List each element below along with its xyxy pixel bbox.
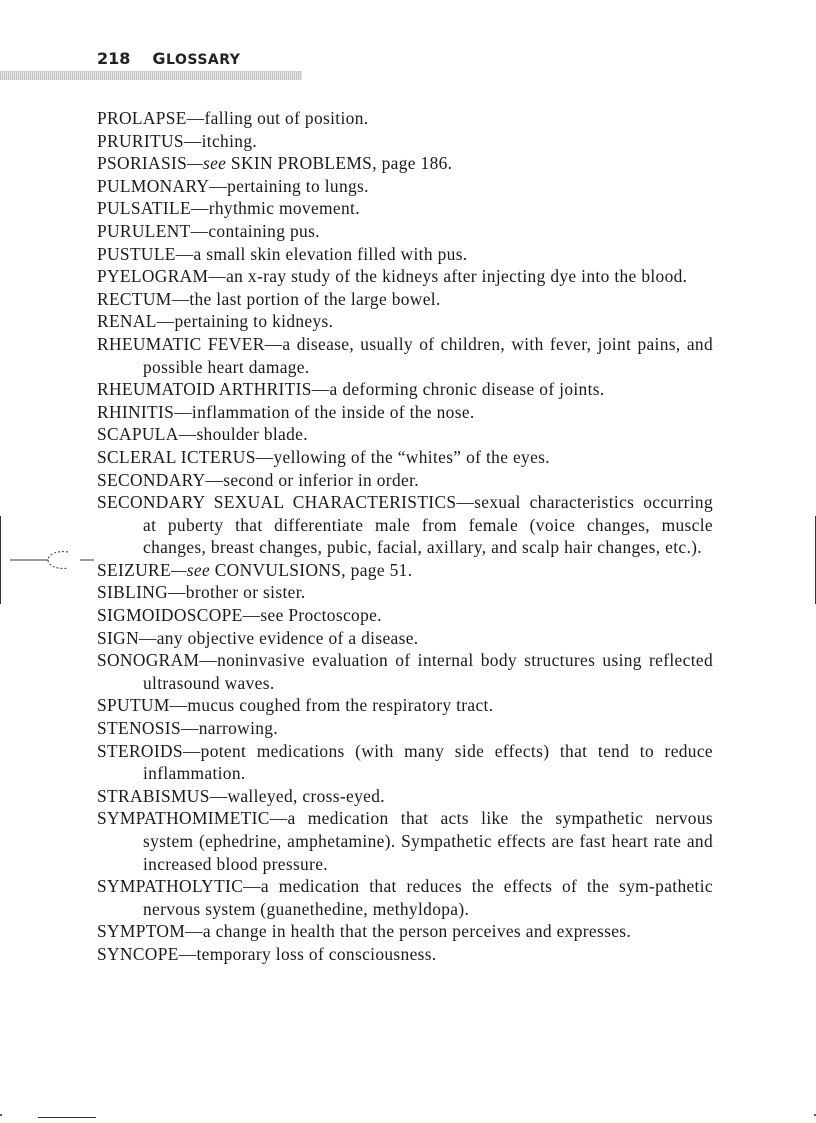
glossary-term: PURULENT xyxy=(97,220,191,241)
glossary-entry xyxy=(97,310,713,333)
glossary-entry xyxy=(97,220,713,243)
glossary-entry xyxy=(97,807,713,875)
glossary-term: PULSATILE xyxy=(97,198,191,219)
glossary-entry xyxy=(97,333,713,378)
glossary-entry xyxy=(97,694,713,717)
glossary-entry xyxy=(97,401,713,424)
glossary-definition: —any objective evidence of a disease. xyxy=(138,627,419,648)
glossary-term: RENAL xyxy=(97,311,157,332)
glossary-definition: —a change in health that the person perceives and expresses. xyxy=(185,921,632,942)
glossary-term: STENOSIS xyxy=(97,718,181,739)
glossary-term: SCLERAL ICTERUS xyxy=(97,446,256,467)
glossary-definition: —shoulder blade. xyxy=(178,424,308,445)
glossary-definition: —pertaining to kidneys. xyxy=(156,311,334,332)
glossary-term: RHEUMATIC FEVER xyxy=(97,333,265,354)
glossary-entry xyxy=(97,175,713,198)
glossary-definition: —sexual characteristics occurring at puberty that differentiate male from female (voice changes, muscle changes, breast changes, pubic, facial, axillary, and scalp hair changes, etc.). xyxy=(143,492,713,558)
glossary-entry xyxy=(97,604,713,627)
crop-mark-bottom xyxy=(38,1117,96,1118)
header-rule xyxy=(0,71,302,80)
page-number: 218 xyxy=(97,49,131,68)
section-title-rest: LOSSARY xyxy=(166,52,241,68)
glossary-entry xyxy=(97,152,713,175)
glossary-term: SYMPTOM xyxy=(97,921,186,942)
glossary-entry xyxy=(97,491,713,559)
glossary-definition: —narrowing. xyxy=(180,718,279,739)
glossary-definition: —potent medications (with many side effects) that tend to reduce inflammation. xyxy=(143,740,713,784)
glossary-definition: —a disease, usually of children, with fever, joint pains, and possible heart damage. xyxy=(143,333,713,377)
glossary-entry xyxy=(97,920,713,943)
glossary-definition: —containing pus. xyxy=(190,220,320,241)
corner-mark-left xyxy=(0,1114,2,1116)
glossary-entry xyxy=(97,649,713,694)
glossary-entry xyxy=(97,943,713,966)
glossary-term: PSORIASIS xyxy=(97,153,188,174)
glossary-definition: —inflammation of the inside of the nose. xyxy=(174,401,475,422)
glossary-entry xyxy=(97,559,713,582)
glossary-entry xyxy=(97,265,713,288)
glossary-entry xyxy=(97,288,713,311)
glossary-entry xyxy=(97,107,713,130)
see-reference: —see xyxy=(170,559,211,580)
glossary-definition: —an x-ray study of the kidneys after injecting dye into the blood. xyxy=(208,266,688,287)
glossary-entry xyxy=(97,717,713,740)
glossary-definition: —pertaining to lungs. xyxy=(209,175,369,196)
glossary-entry xyxy=(97,785,713,808)
glossary-term: SEIZURE xyxy=(97,559,171,580)
glossary-term: SIBLING xyxy=(97,582,169,603)
glossary-term: SIGN xyxy=(97,627,139,648)
glossary-term: SYNCOPE xyxy=(97,943,179,964)
glossary-term: STRABISMUS xyxy=(97,785,210,806)
glossary-term: SPUTUM xyxy=(97,695,170,716)
crop-mark-left xyxy=(0,516,1,604)
glossary-term: RHINITIS xyxy=(97,401,175,422)
glossary-definition: —see Proctoscope. xyxy=(242,605,382,626)
glossary-definition: —mucus coughed from the respiratory tract. xyxy=(169,695,494,716)
glossary-definition: —brother or sister. xyxy=(168,582,306,603)
glossary-definition: —a medication that acts like the sympathetic nervous system (ephedrine, amphetamine). Sympathetic effects are fast heart rate and increased blood pressure. xyxy=(143,808,713,874)
glossary-term: PROLAPSE xyxy=(97,108,187,128)
glossary-term: PUSTULE xyxy=(97,243,176,264)
glossary-term: PYELOGRAM xyxy=(97,266,209,287)
glossary-definition: —temporary loss of consciousness. xyxy=(178,943,437,964)
glossary-definition: —noninvasive evaluation of internal body structures using reflected ultrasound waves. xyxy=(143,650,713,693)
section-title xyxy=(152,49,240,68)
glossary-term: SIGMOIDOSCOPE xyxy=(97,605,243,626)
registration-mark-icon xyxy=(10,548,100,572)
glossary-entry xyxy=(97,197,713,220)
glossary-term: SCAPULA xyxy=(97,424,179,445)
glossary-entry xyxy=(97,243,713,266)
glossary-definition: —yellowing of the “whites” of the eyes. xyxy=(255,446,550,467)
glossary-definition: —rhythmic movement. xyxy=(190,198,360,219)
glossary-entry xyxy=(97,627,713,650)
glossary-entry xyxy=(97,875,713,920)
glossary-definition: —falling out of position. xyxy=(186,108,369,128)
glossary-term: SECONDARY xyxy=(97,469,206,490)
glossary-term: PULMONARY xyxy=(97,175,210,196)
glossary-definition: —itching. xyxy=(183,130,258,151)
glossary-entry xyxy=(97,740,713,785)
glossary-definition: —second or inferior in order. xyxy=(205,469,419,490)
glossary-definition: —a medication that reduces the effects of the sym-pathetic nervous system (guanethedine, methyldopa). xyxy=(143,876,713,919)
glossary-term: RECTUM xyxy=(97,288,172,309)
glossary-entry xyxy=(97,446,713,469)
glossary-definition: —walleyed, cross-eyed. xyxy=(209,785,385,806)
glossary-definition: —the last portion of the large bowel. xyxy=(171,288,441,309)
glossary-definition: —a small skin elevation filled with pus. xyxy=(175,243,468,264)
glossary-entry xyxy=(97,469,713,492)
glossary-term: SYMPATHOLYTIC xyxy=(97,876,244,897)
glossary-entry xyxy=(97,423,713,446)
glossary-term: SONOGRAM xyxy=(97,650,200,671)
glossary-entries xyxy=(97,107,713,966)
glossary-entry xyxy=(97,581,713,604)
glossary-definition: CONVULSIONS, page 51. xyxy=(210,559,413,580)
glossary-term: RHEUMATOID ARTHRITIS xyxy=(97,379,312,400)
glossary-term: SYMPATHOMIMETIC xyxy=(97,808,270,829)
glossary-term: STEROIDS xyxy=(97,740,183,761)
glossary-entry xyxy=(97,130,713,153)
see-reference: —see xyxy=(187,153,227,174)
section-title-initial: G xyxy=(152,49,167,68)
glossary-entry xyxy=(97,378,713,401)
glossary-term: SECONDARY SEXUAL CHARACTERISTICS xyxy=(97,492,457,513)
glossary-term: PRURITUS xyxy=(97,130,184,151)
glossary-definition: SKIN PROBLEMS, page 186. xyxy=(226,153,453,174)
glossary-definition: —a deforming chronic disease of joints. xyxy=(311,379,605,400)
running-header xyxy=(97,49,240,73)
